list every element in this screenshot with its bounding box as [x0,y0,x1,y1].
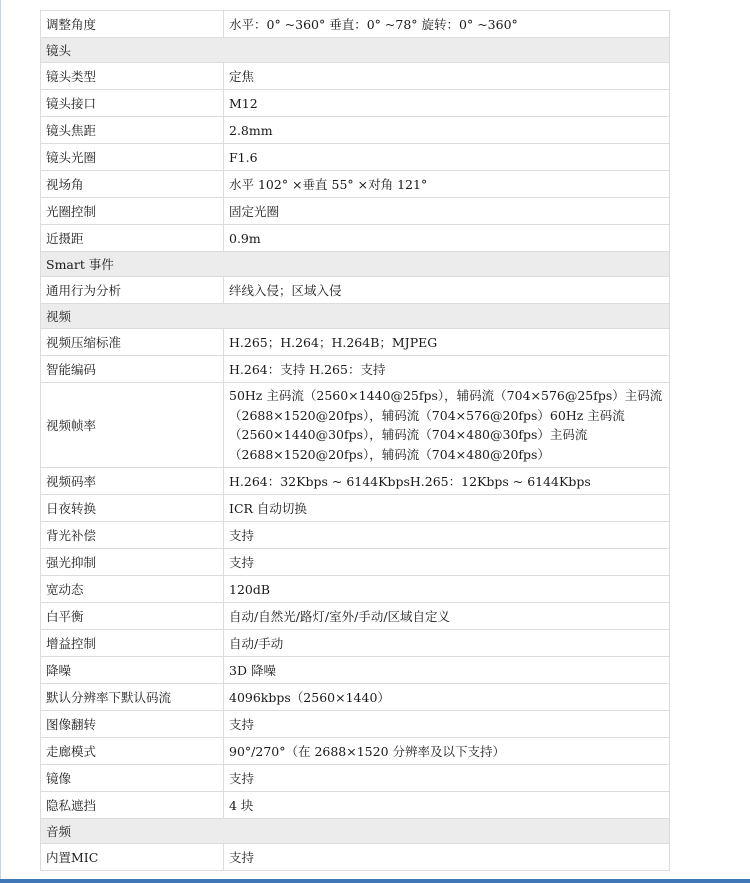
table-row [41,383,670,468]
row-value: 水平：0° ~360° 垂直：0° ~78° 旋转：0° ~360° [224,11,670,38]
row-label: 强光抑制 [41,549,224,576]
row-label: 走廊模式 [41,738,224,765]
row-value: 0.9m [224,225,670,252]
row-label: 视频帧率 [41,383,224,468]
row-value: 绊线入侵；区域入侵 [224,277,670,304]
table-row [41,144,670,171]
row-value: 3D 降噪 [224,657,670,684]
row-label: 视频压缩标准 [41,329,224,356]
table-row [41,603,670,630]
row-label: 镜像 [41,765,224,792]
row-label: 光圈控制 [41,198,224,225]
table-row [41,576,670,603]
table-row [41,90,670,117]
bottom-accent-bar [0,879,750,883]
row-label: 近摄距 [41,225,224,252]
table-row [41,277,670,304]
row-value: H.265；H.264；H.264B；MJPEG [224,329,670,356]
row-value: 4 块 [224,792,670,819]
table-row [41,11,670,38]
row-label: 增益控制 [41,630,224,657]
row-value: 支持 [224,522,670,549]
section-header-audio [41,819,670,844]
row-value: 2.8mm [224,117,670,144]
row-value: 支持 [224,765,670,792]
row-label: 镜头焦距 [41,117,224,144]
section-header-smart [41,252,670,277]
row-value: ICR 自动切换 [224,495,670,522]
row-value: H.264：支持 H.265：支持 [224,356,670,383]
row-label: 宽动态 [41,576,224,603]
table-row [41,117,670,144]
table-row [41,630,670,657]
table-row [41,329,670,356]
row-value: 自动/手动 [224,630,670,657]
row-label: 镜头光圈 [41,144,224,171]
table-row [41,738,670,765]
row-label: 背光补偿 [41,522,224,549]
row-label: 镜头类型 [41,63,224,90]
row-value: 定焦 [224,63,670,90]
row-label: 白平衡 [41,603,224,630]
row-label: 镜头接口 [41,90,224,117]
row-label: 内置MIC [41,844,224,871]
section-header-lens [41,38,670,63]
row-label: 默认分辨率下默认码流 [41,684,224,711]
row-value: 水平 102° ×垂直 55° ×对角 121° [224,171,670,198]
section-title: Smart 事件 [41,252,670,277]
table-row [41,225,670,252]
row-value: 支持 [224,711,670,738]
row-label: 视频码率 [41,468,224,495]
row-value: F1.6 [224,144,670,171]
table-row [41,684,670,711]
table-row [41,522,670,549]
row-value: 90°/270°（在 2688×1520 分辨率及以下支持） [224,738,670,765]
row-label: 日夜转换 [41,495,224,522]
section-header-video [41,304,670,329]
left-divider [0,0,1,883]
section-title: 镜头 [41,38,670,63]
row-value: 支持 [224,549,670,576]
row-value: 120dB [224,576,670,603]
section-title: 视频 [41,304,670,329]
table-row [41,549,670,576]
table-row [41,792,670,819]
table-row [41,63,670,90]
table-row [41,657,670,684]
row-value: 4096kbps（2560×1440） [224,684,670,711]
row-value: H.264：32Kbps ~ 6144KbpsH.265：12Kbps ~ 6144Kbps [224,468,670,495]
section-title: 音频 [41,819,670,844]
table-row [41,198,670,225]
table-row [41,765,670,792]
row-value: M12 [224,90,670,117]
row-label: 图像翻转 [41,711,224,738]
row-label: 智能编码 [41,356,224,383]
table-row [41,711,670,738]
row-value: 自动/自然光/路灯/室外/手动/区域自定义 [224,603,670,630]
table-row [41,171,670,198]
row-label: 视场角 [41,171,224,198]
spec-table [40,10,670,871]
row-value: 50Hz 主码流（2560×1440@25fps），辅码流（704×576@25fps）主码流（2688×1520@20fps），辅码流（704×576@20fps）60Hz 主码流（2560×1440@30fps），辅码流（704×480@30fps）主码流（2688×1520@20fps），辅码流（704×480@20fps） [224,383,670,468]
row-value: 支持 [224,844,670,871]
row-value: 固定光圈 [224,198,670,225]
row-label: 调整角度 [41,11,224,38]
row-label: 隐私遮挡 [41,792,224,819]
row-label: 降噪 [41,657,224,684]
table-row [41,495,670,522]
table-row [41,356,670,383]
table-row [41,468,670,495]
table-row [41,844,670,871]
row-label: 通用行为分析 [41,277,224,304]
